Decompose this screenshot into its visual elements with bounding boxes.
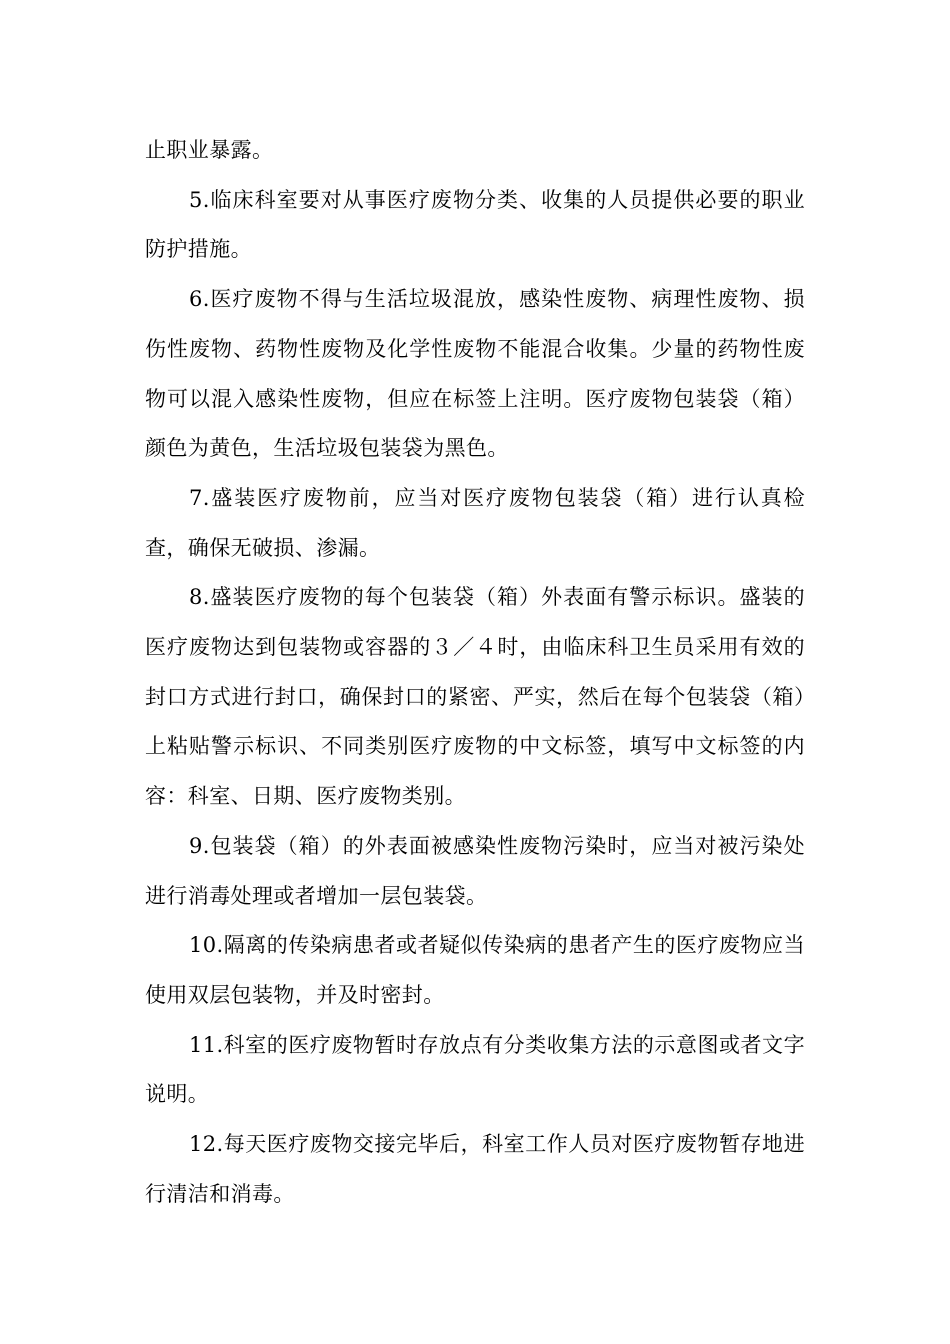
paragraph-item-10: 10.隔离的传染病患者或者疑似传染病的患者产生的医疗废物应当使用双层包装物，并及时密封。: [145, 933, 805, 1007]
paragraph-item-12: 12.每天医疗废物交接完毕后，科室工作人员对医疗废物暂存地进行清洁和消毒。: [145, 1132, 805, 1206]
paragraph-item-7: 7.盛装医疗废物前，应当对医疗废物包装袋（箱）进行认真检查，确保无破损、渗漏。: [145, 485, 805, 560]
paragraph-item-6: 6.医疗废物不得与生活垃圾混放，感染性废物、病理性废物、损伤性废物、药物性废物及化学性废物不能混合收集。少量的药物性废物可以混入感染性废物，但应在标签上注明。医疗废物包装袋（箱）颜色为黄色，生活垃圾包装袋为黑色。: [145, 287, 805, 461]
paragraph-item-5: 5.临床科室要对从事医疗废物分类、收集的人员提供必要的职业防护措施。: [145, 187, 805, 262]
document-body: [145, 126, 805, 1219]
paragraph-continuation: 止职业暴露。: [145, 138, 274, 162]
paragraph-item-11: 11.科室的医疗废物暂时存放点有分类收集方法的示意图或者文字说明。: [145, 1032, 805, 1107]
paragraph-item-9: 9.包装袋（箱）的外表面被感染性废物污染时，应当对被污染处进行消毒处理或者增加一层包装袋。: [145, 833, 805, 908]
paragraph-item-8: 8.盛装医疗废物的每个包装袋（箱）外表面有警示标识。盛装的医疗废物达到包装物或容器的３／４时，由临床科卫生员采用有效的封口方式进行封口，确保封口的紧密、严实，然后在每个包装袋（箱）上粘贴警示标识、不同类别医疗废物的中文标签，填写中文标签的内容：科室、日期、医疗废物类别。: [145, 585, 805, 809]
